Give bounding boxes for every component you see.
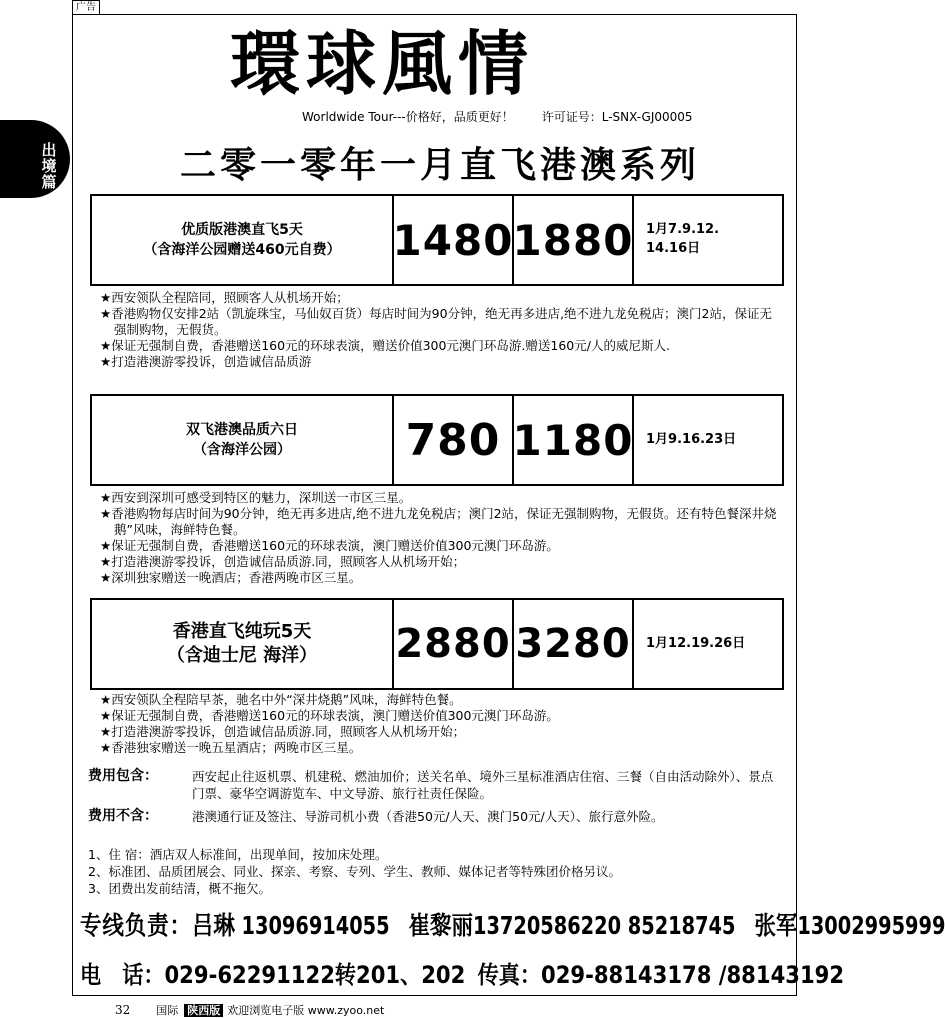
- dates-line-1: 1月12.19.26日: [646, 636, 746, 651]
- contact-line: [80, 906, 945, 942]
- package-1-features: [100, 290, 780, 370]
- note-item: 1、住 宿：酒店双人标准间，出现单间，按加床处理。: [88, 847, 388, 862]
- feature-item: ★西安到深圳可感受到特区的魅力，深圳送一市区三星。: [100, 490, 412, 505]
- feature-item: ★保证无强制自费，香港赠送160元的环球表演，澳门赠送价值300元澳门环岛游。: [100, 538, 559, 553]
- contact-label: 专线负责：: [80, 911, 192, 940]
- license-number: 许可证号：L-SNX-GJ00005: [541, 110, 693, 124]
- dates-line-1: 1月9.16.23日: [646, 432, 737, 447]
- package-name: [92, 196, 392, 284]
- price-1: 2880: [392, 600, 512, 688]
- footer-text: 欢迎浏览电子版 www.zyoo.net: [227, 1004, 385, 1017]
- page-number: 32: [115, 1003, 131, 1017]
- package-title: 双飞港澳品质六日: [186, 422, 298, 438]
- page-footer: [115, 1002, 384, 1018]
- package-subtitle: （含海洋公园）: [193, 442, 291, 458]
- feature-item: ★香港购物仅安排2站（凯旋珠宝，马仙奴百货）每店时间为90分钟，绝无再多进店,绝不进九龙免税店；澳门2站，保证无强制购物，无假货。: [100, 306, 772, 337]
- section-tab-label: 出境篇: [41, 141, 57, 191]
- contact-person-2: 崔黎丽13720586220 85218745: [408, 911, 736, 940]
- package-title: 香港直飞纯玩5天: [172, 621, 312, 642]
- dates-line-2: 14.16日: [646, 241, 701, 256]
- package-2-features: [100, 490, 780, 586]
- price-1: 780: [392, 396, 512, 484]
- page-headline: 二零一零年一月直飞港澳系列: [179, 145, 700, 186]
- slogan: Worldwide Tour---价格好，品质更好！: [302, 110, 514, 124]
- feature-item: ★西安领队全程陪早茶，驰名中外“深井烧鹅”风味，海鲜特色餐。: [100, 692, 462, 707]
- fax-label: 传真：: [477, 961, 541, 989]
- package-subtitle: （含海洋公园赠送460元自费）: [143, 242, 341, 258]
- departure-dates: [632, 196, 782, 284]
- price-2: 3280: [512, 600, 632, 688]
- edition-badge: 陕西版: [184, 1004, 223, 1017]
- dates-line-1: 1月7.9.12.: [646, 222, 720, 237]
- package-3: [90, 598, 784, 690]
- brand-logo: 環球風情: [230, 22, 534, 105]
- feature-item: ★保证无强制自费，香港赠送160元的环球表演，赠送价值300元澳门环岛游.赠送160元/人的威尼斯人.: [100, 338, 670, 353]
- feature-item: ★打造港澳游零投诉，创造诚信品质游: [100, 354, 312, 369]
- fee-included-label: 费用包含：: [88, 768, 158, 784]
- ad-tag: 广告: [72, 0, 100, 15]
- departure-dates: [632, 600, 782, 688]
- package-3-features: [100, 692, 780, 756]
- package-name: [92, 600, 392, 688]
- fee-included-text: 西安起止往返机票、机建税、燃油加价；送关名单、境外三星标准酒店住宿、三餐（自由活动除外）、景点门票、豪华空调游览车、中文导游、旅行社责任保险。: [192, 769, 774, 801]
- phone-number: 029-62291122转201、202: [164, 961, 466, 989]
- contact-person-1: 吕琳 13096914055: [191, 911, 390, 940]
- price-1: 1480: [392, 196, 512, 284]
- contact-person-3: 张军13002995999: [754, 911, 945, 940]
- feature-item: ★深圳独家赠送一晚酒店；香港两晚市区三星。: [100, 570, 362, 585]
- feature-item: ★香港购物每店时间为90分钟，绝无再多进店,绝不进九龙免税店；澳门2站，保证无强制购物，无假货。还有特色餐深井烧鹅”风味，海鲜特色餐。: [100, 506, 777, 537]
- notes: [88, 846, 778, 897]
- package-title: 优质版港澳直飞5天: [181, 222, 303, 238]
- fee-excluded: [88, 808, 778, 825]
- feature-item: ★打造港澳游零投诉，创造诚信品质游.同，照顾客人从机场开始；: [100, 724, 466, 739]
- feature-item: ★保证无强制自费，香港赠送160元的环球表演，澳门赠送价值300元澳门环岛游。: [100, 708, 559, 723]
- package-1: [90, 194, 784, 286]
- note-item: 3、团费出发前结清，概不拖欠。: [88, 881, 271, 896]
- price-2: 1180: [512, 396, 632, 484]
- slogan-line: [302, 108, 693, 125]
- fee-excluded-text: 港澳通行证及签注、导游司机小费（香港50元/人天、澳门50元/人天）、旅行意外险。: [192, 809, 664, 824]
- package-name: [92, 396, 392, 484]
- package-2: [90, 394, 784, 486]
- feature-item: ★香港独家赠送一晚五星酒店；两晚市区三星。: [100, 740, 362, 755]
- price-2: 1880: [512, 196, 632, 284]
- fax-number: 029-88143178 /88143192: [540, 961, 845, 989]
- phone-label: 电 话：: [80, 961, 165, 989]
- departure-dates: [632, 396, 782, 484]
- fee-included: [88, 768, 778, 802]
- feature-item: ★打造港澳游零投诉，创造诚信品质游.同，照顾客人从机场开始；: [100, 554, 466, 569]
- feature-item: ★西安领队全程陪同，照顾客人从机场开始；: [100, 290, 349, 305]
- note-item: 2、标准团、品质团展会、同业、探亲、考察、专列、学生、教师、媒体记者等特殊团价格另议。: [88, 864, 621, 879]
- footer-section: 国际: [156, 1004, 179, 1017]
- section-tab: [0, 120, 70, 198]
- phone-line: [80, 955, 845, 990]
- package-subtitle: （含迪士尼 海洋）: [166, 645, 318, 666]
- fee-excluded-label: 费用不含：: [88, 808, 158, 824]
